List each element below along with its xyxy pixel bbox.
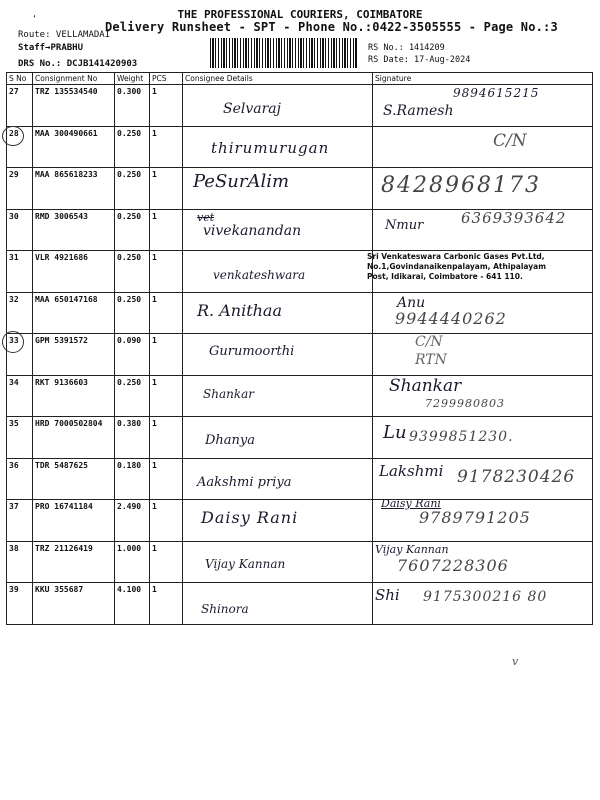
signature-note: 9789791205 xyxy=(419,508,531,527)
sno-cell: 34 xyxy=(7,375,33,417)
consignee-handwriting: Gurumoorthi xyxy=(209,344,295,359)
signature-note: 7607228306 xyxy=(397,555,509,575)
signature-note: 6369393642 xyxy=(461,208,567,227)
table-row xyxy=(7,126,593,168)
weight-cell: 0.250 xyxy=(115,168,150,210)
pcs-cell: 1 xyxy=(150,209,183,251)
circle-mark xyxy=(2,126,24,146)
signature-cell xyxy=(367,251,593,293)
weight-cell: 0.250 xyxy=(115,209,150,251)
consignee-cell xyxy=(183,85,373,127)
signature-handwriting: Nmur xyxy=(385,217,424,233)
weight-cell: 0.180 xyxy=(115,458,150,500)
signature-note: 9894615215 xyxy=(453,86,540,100)
consignee-handwriting: Daisy Rani xyxy=(201,508,299,527)
pcs-cell: 1 xyxy=(150,583,183,625)
signature-cell xyxy=(373,458,593,500)
signature-cell xyxy=(373,417,593,459)
consignee-cell xyxy=(183,334,373,376)
consignee-handwriting: Selvaraj xyxy=(223,101,281,117)
pcs-cell: 1 xyxy=(150,417,183,459)
signature-note: 9175300216 80 xyxy=(423,589,548,605)
consignment-cell: VLR 4921686 xyxy=(33,251,115,293)
signature-note: 9944440262 xyxy=(395,308,507,328)
consignment-cell: TRZ 135534540 xyxy=(33,85,115,127)
consignee-cell xyxy=(183,209,373,251)
consignment-cell: MAA 300490661 xyxy=(33,126,115,168)
consignee-cell xyxy=(183,292,373,334)
consignee-cell xyxy=(183,375,373,417)
sno-cell: 29 xyxy=(7,168,33,210)
sno-cell xyxy=(7,334,33,376)
weight-cell: 0.250 xyxy=(115,375,150,417)
consignment-cell: MAA 865618233 xyxy=(33,168,115,210)
signature-handwriting: Daisy Rani xyxy=(381,497,441,510)
weight-cell: 1.000 xyxy=(115,541,150,583)
table-row xyxy=(7,583,593,625)
consignee-handwriting: Vijay Kannan xyxy=(205,556,286,571)
pcs-cell: 1 xyxy=(150,168,183,210)
signature-cell xyxy=(373,375,593,417)
consignment-cell: HRD 7000502804 xyxy=(33,417,115,459)
consignee-cell xyxy=(183,541,373,583)
pcs-cell: 1 xyxy=(150,458,183,500)
quote-mark: ‘ xyxy=(32,14,37,23)
signature-cell xyxy=(373,126,593,168)
sno-cell: 27 xyxy=(7,85,33,127)
consignee-cell xyxy=(183,417,373,459)
table-row xyxy=(7,168,593,210)
consignee-handwriting: Shinora xyxy=(201,602,249,616)
sno-cell: 35 xyxy=(7,417,33,459)
sno-cell: 36 xyxy=(7,458,33,500)
signature-cell xyxy=(373,209,593,251)
consignee-cell xyxy=(183,458,373,500)
consignee-handwriting: venkateshwara xyxy=(213,268,306,282)
signature-cell xyxy=(373,168,593,210)
weight-cell: 0.250 xyxy=(115,126,150,168)
consignee-handwriting: thirumurugan xyxy=(211,138,330,157)
pcs-cell: 1 xyxy=(150,500,183,542)
consignment-cell: GPM 5391572 xyxy=(33,334,115,376)
weight-cell: 0.090 xyxy=(115,334,150,376)
signature-note: RTN xyxy=(415,352,447,368)
pcs-cell: 1 xyxy=(150,126,183,168)
col-pcs-header: PCS xyxy=(150,73,183,85)
signature-handwriting: Lakshmi xyxy=(379,461,444,480)
signature-cell xyxy=(373,334,593,376)
signature-note: 9178230426 xyxy=(457,466,576,487)
signature-cell xyxy=(373,497,593,542)
pen-mark: v xyxy=(512,655,519,668)
weight-cell: 0.300 xyxy=(115,85,150,127)
weight-cell: 4.100 xyxy=(115,583,150,625)
sno-cell: 37 xyxy=(7,500,33,542)
col-signature-header: Signature xyxy=(373,73,593,85)
pcs-cell: 1 xyxy=(150,541,183,583)
circle-mark xyxy=(2,331,24,353)
sno-text: 28 xyxy=(9,128,19,138)
table-row xyxy=(7,375,593,417)
pcs-cell: 1 xyxy=(150,334,183,376)
sno-cell: 39 xyxy=(7,583,33,625)
drs-number: DRS No.: DCJB141420903 xyxy=(18,59,138,69)
consignment-cell: MAA 650147168 xyxy=(33,292,115,334)
signature-note: 7299980803 xyxy=(425,396,505,410)
weight-cell: 2.490 xyxy=(115,500,150,542)
col-sno-header: S No xyxy=(7,73,33,85)
staff-label: Staff→PRABHU xyxy=(18,43,84,53)
table-row xyxy=(7,85,593,127)
table-row xyxy=(7,458,593,500)
consignment-cell: RMD 3006543 xyxy=(33,209,115,251)
signature-handwriting: Shankar xyxy=(389,375,462,396)
signature-handwriting: Vijay Kannan xyxy=(375,542,449,556)
signature-note: 9399851230. xyxy=(409,429,514,445)
signature-handwriting: C/N xyxy=(415,334,443,350)
sno-cell xyxy=(7,126,33,168)
consignee-strikeout: vet xyxy=(197,210,215,224)
sno-text: 33 xyxy=(9,336,19,345)
pcs-cell: 1 xyxy=(150,375,183,417)
consignee-cell xyxy=(183,168,373,210)
table-row xyxy=(7,251,593,293)
signature-handwriting: Anu xyxy=(397,294,426,311)
consignee-handwriting: Shankar xyxy=(203,386,254,401)
weight-cell: 0.250 xyxy=(115,292,150,334)
table-row xyxy=(7,500,593,542)
consignee-cell xyxy=(183,251,373,293)
consignment-cell: RKT 9136603 xyxy=(33,375,115,417)
signature-handwriting: S.Ramesh xyxy=(383,103,454,119)
pcs-cell: 1 xyxy=(150,251,183,293)
signature-handwriting: Shi xyxy=(375,586,400,604)
consignment-cell: PRO 16741184 xyxy=(33,500,115,542)
consignee-cell xyxy=(183,583,373,625)
table-row xyxy=(7,209,593,251)
consignment-cell: TDR 5487625 xyxy=(33,458,115,500)
table-header-row xyxy=(7,73,593,85)
col-weight-header: Weight xyxy=(115,73,150,85)
consignee-handwriting: Aakshmi priya xyxy=(197,474,292,490)
signature-handwriting: Lu xyxy=(383,422,407,443)
consignee-cell xyxy=(183,126,373,168)
table-row xyxy=(7,417,593,459)
sno-cell: 32 xyxy=(7,292,33,334)
col-consignee-header: Consignee Details xyxy=(183,73,373,85)
weight-cell: 0.380 xyxy=(115,417,150,459)
consignee-cell xyxy=(183,500,373,542)
company-title: THE PROFESSIONAL COURIERS, COIMBATORE xyxy=(177,8,423,21)
consignment-cell: TRZ 21126419 xyxy=(33,541,115,583)
consignee-handwriting: Dhanya xyxy=(205,433,256,448)
pcs-cell: 1 xyxy=(150,85,183,127)
table-row xyxy=(7,541,593,583)
weight-cell: 0.250 xyxy=(115,251,150,293)
consignment-cell: KKU 355687 xyxy=(33,583,115,625)
rs-number: RS No.: 1414209 xyxy=(368,43,445,53)
pcs-cell: 1 xyxy=(150,292,183,334)
sno-cell: 38 xyxy=(7,541,33,583)
sno-cell: 31 xyxy=(7,251,33,293)
signature-cell xyxy=(373,583,593,625)
route-label: Route: VELLAMADAI xyxy=(18,30,111,40)
signature-note: C/N xyxy=(493,130,527,151)
consignee-handwriting: R. Anithaa xyxy=(197,300,283,320)
signature-cell xyxy=(373,292,593,334)
company-stamp: Sri Venkateswara Carbonic Gases Pvt.Ltd, No.1,Govindanaikenpalayam, Athipalayam Post, Idikarai, Coimbatore - 641 110. xyxy=(367,252,547,281)
rs-date: RS Date: 17-Aug-2024 xyxy=(368,55,471,65)
table-row xyxy=(7,334,593,376)
table-row xyxy=(7,292,593,334)
consignee-handwriting: PeSurAlim xyxy=(193,171,290,192)
runsheet-table xyxy=(6,72,593,625)
col-consignment-header: Consignment No xyxy=(33,73,115,85)
signature-note: 8428968173 xyxy=(381,173,541,198)
signature-cell xyxy=(373,541,593,583)
barcode-image xyxy=(210,38,358,68)
runsheet-line: Delivery Runsheet - SPT - Phone No.:0422-3505555 - Page No.:3 xyxy=(105,20,558,34)
signature-cell xyxy=(373,85,593,127)
consignee-handwriting: vivekanandan xyxy=(203,222,302,239)
sno-cell: 30 xyxy=(7,209,33,251)
